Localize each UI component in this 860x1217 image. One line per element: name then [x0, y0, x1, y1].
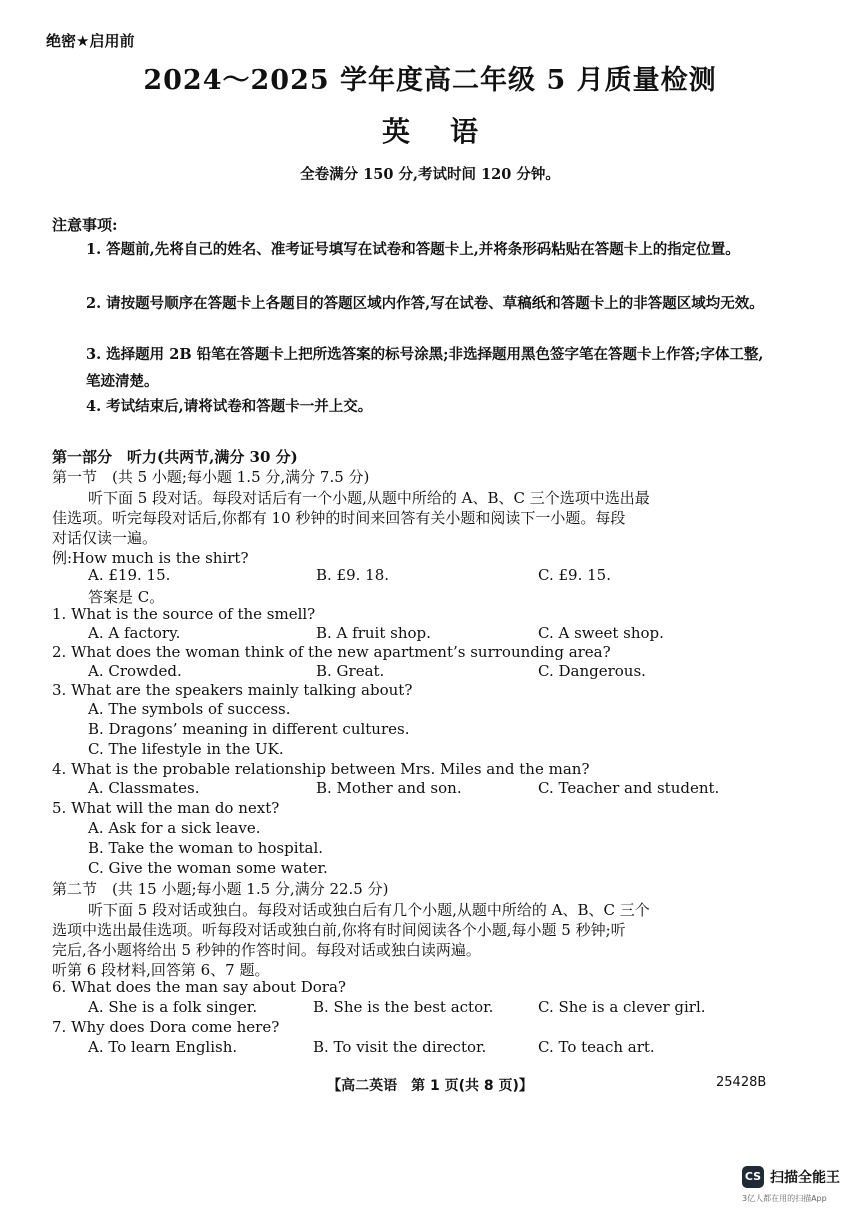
question-6: 6. What does the man say about Dora?	[52, 978, 346, 996]
q4-option-c: C. Teacher and student.	[538, 779, 720, 797]
q6-option-a: A. She is a folk singer.	[88, 998, 258, 1016]
exam-code: 25428B	[716, 1075, 767, 1090]
section1-instruction: 听下面 5 段对话。每段对话后有一个小题,从题中所给的 A、B、C 三个选项中选出最	[88, 489, 650, 507]
q3-option-a: A. The symbols of success.	[88, 700, 291, 718]
exam-title: 2024～2025 学年度高二年级 5 月质量检测	[143, 65, 717, 96]
q2-option-c: C. Dangerous.	[538, 662, 646, 680]
example-option-c: C. £9. 15.	[538, 566, 611, 584]
confidential-label: 绝密★启用前	[46, 32, 135, 50]
q5-option-c: C. Give the woman some water.	[88, 859, 328, 877]
notice-item-4: 4. 考试结束后,请将试卷和答题卡一并上交。	[86, 398, 373, 415]
q1-option-a: A. A factory.	[88, 624, 181, 642]
part1-heading: 第一部分 听力(共两节,满分 30 分)	[52, 448, 298, 466]
subject-title: 英语	[381, 115, 518, 148]
question-4: 4. What is the probable relationship between Mrs. Miles and the man?	[52, 760, 590, 778]
question-7: 7. Why does Dora come here?	[52, 1018, 280, 1036]
notice-heading: 注意事项:	[52, 216, 118, 234]
notice-item-3: 3. 选择题用 2B 铅笔在答题卡上把所选答案的标号涂黑;非选择题用黑色签字笔在答题卡上作答;字体工整,笔迹清楚。	[86, 346, 764, 390]
example-option-b: B. £9. 18.	[316, 566, 390, 584]
q3-option-b: B. Dragons’ meaning in different cultures.	[88, 720, 410, 738]
score-time-note: 全卷满分 150 分,考试时间 120 分钟。	[300, 166, 560, 183]
section2-instruction: 选项中选出最佳选项。听每段对话或独白前,你将有时间阅读各个小题,每小题 5 秒钟;听	[52, 921, 626, 939]
q6-option-b: B. She is the best actor.	[313, 998, 494, 1016]
q7-option-c: C. To teach art.	[538, 1038, 655, 1056]
q3-option-c: C. The lifestyle in the UK.	[88, 740, 284, 758]
section1-instruction: 佳选项。听完每段对话后,你都有 10 秒钟的时间来回答有关小题和阅读下一小题。每段	[52, 509, 626, 527]
q4-option-b: B. Mother and son.	[316, 779, 462, 797]
camscanner-logo-icon: CS	[742, 1166, 764, 1188]
q1-option-c: C. A sweet shop.	[538, 624, 664, 642]
q5-option-b: B. Take the woman to hospital.	[88, 839, 324, 857]
q6-option-c: C. She is a clever girl.	[538, 998, 706, 1016]
section1-instruction: 对话仅读一遍。	[52, 529, 158, 547]
q4-option-a: A. Classmates.	[88, 779, 200, 797]
question-3: 3. What are the speakers mainly talking about?	[52, 681, 413, 699]
example-option-a: A. £19. 15.	[88, 566, 171, 584]
section2-heading: 第二节 (共 15 小题;每小题 1.5 分,满分 22.5 分)	[52, 880, 389, 898]
question-2: 2. What does the woman think of the new apartment’s surrounding area?	[52, 643, 611, 661]
q2-option-b: B. Great.	[316, 662, 385, 680]
scanner-watermark-name: 扫描全能王	[770, 1170, 840, 1186]
section2-instruction: 完后,各小题将给出 5 秒钟的作答时间。每段对话或独白读两遍。	[52, 941, 481, 959]
scanner-watermark-tagline: 3亿人都在用的扫描App	[742, 1194, 827, 1203]
material-6-note: 听第 6 段材料,回答第 6、7 题。	[52, 961, 270, 979]
section1-heading: 第一节 (共 5 小题;每小题 1.5 分,满分 7.5 分)	[52, 468, 370, 486]
q1-option-b: B. A fruit shop.	[316, 624, 431, 642]
q7-option-b: B. To visit the director.	[313, 1038, 487, 1056]
q2-option-a: A. Crowded.	[88, 662, 182, 680]
q7-option-a: A. To learn English.	[88, 1038, 238, 1056]
notice-item-2: 2. 请按题号顺序在答题卡上各题目的答题区域内作答,写在试卷、草稿纸和答题卡上的非答题区域均无效。	[86, 295, 764, 312]
notice-item-1: 1. 答题前,先将自己的姓名、准考证号填写在试卷和答题卡上,并将条形码粘贴在答题卡上的指定位置。	[86, 241, 740, 258]
question-1: 1. What is the source of the smell?	[52, 605, 316, 623]
page-footer: 【高二英语 第 1 页(共 8 页)】	[327, 1078, 533, 1094]
example-question: 例:How much is the shirt?	[52, 549, 249, 567]
question-5: 5. What will the man do next?	[52, 799, 280, 817]
section2-instruction: 听下面 5 段对话或独白。每段对话或独白后有几个小题,从题中所给的 A、B、C 三个	[88, 901, 650, 919]
example-answer: 答案是 C。	[88, 588, 165, 606]
q5-option-a: A. Ask for a sick leave.	[88, 819, 261, 837]
